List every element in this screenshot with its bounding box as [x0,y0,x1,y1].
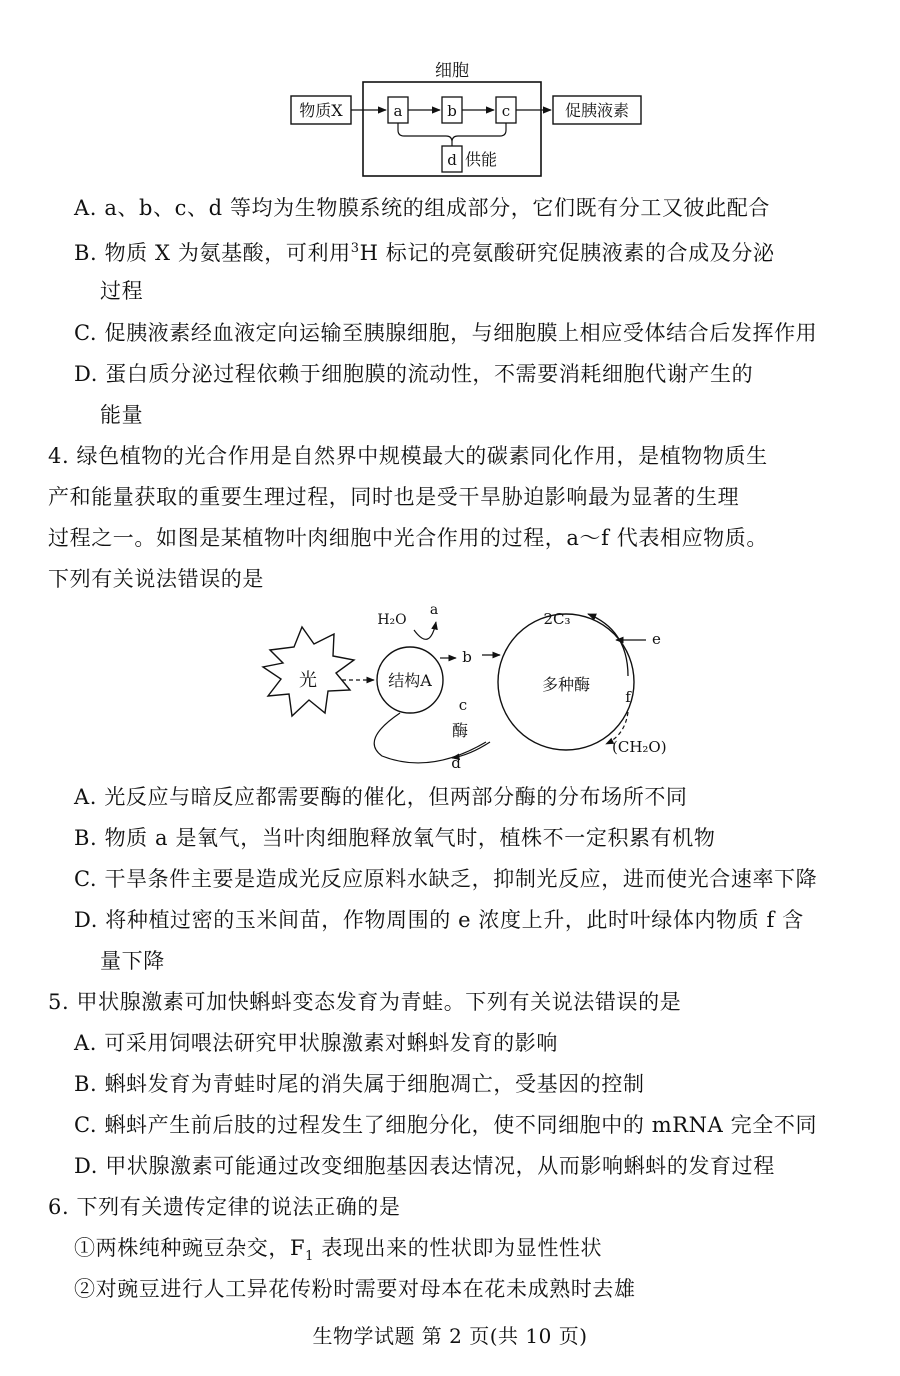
h2o-label: H₂O [377,612,407,628]
secretin-label: 促胰液素 [564,101,630,120]
q6-stem: 6. 下列有关遗传定律的说法正确的是 [48,1195,401,1219]
q4-stem-3: 过程之一。如图是某植物叶肉细胞中光合作用的过程，a～f 代表相应物质。 [48,526,768,550]
organelle-a-label: a [393,102,403,120]
q6-item-1-pre: ①两株纯种豌豆杂交，F [74,1236,306,1260]
enzymes-label: 多种酶 [541,675,591,694]
q4-option-d-cont: 量下降 [100,949,165,973]
q6-item-1 [74,1233,602,1272]
c3-label: 2C₃ [543,610,571,628]
enzyme-label: 酶 [451,721,469,740]
substance-b-label: b [462,648,472,666]
substance-e-label: e [652,630,661,648]
q4-option-b: B. 物质 a 是氧气，当叶肉细胞释放氧气时，植株不一定积累有机物 [74,826,716,850]
organelle-c-label: c [501,102,511,120]
substance-x-label: 物质X [299,101,343,120]
q3-option-b-cont: 过程 [100,279,144,303]
q3-option-d-cont: 能量 [100,403,144,427]
q6-item-2: ②对豌豆进行人工异花传粉时需要对母本在花未成熟时去雄 [74,1277,636,1301]
q4-option-c: C. 干旱条件主要是造成光反应原料水缺乏，抑制光反应，进而使光合速率下降 [74,867,818,891]
energy-supply-label: 供能 [465,150,498,169]
substance-d-label: d [451,754,461,772]
page-footer: 生物学试题 第 2 页(共 10 页) [312,1324,588,1348]
q6-item-1-post: 表现出来的性状即为显性性状 [314,1236,603,1260]
substance-c-label: c [458,696,468,714]
q5-option-d: D. 甲状腺激素可能通过改变细胞基因表达情况，从而影响蝌蚪的发育过程 [74,1154,775,1178]
q3-option-d: D. 蛋白质分泌过程依赖于细胞膜的流动性，不需要消耗细胞代谢产生的 [74,362,754,386]
q4-stem-1: 4. 绿色植物的光合作用是自然界中规模最大的碳素同化作用，是植物物质生 [48,444,768,468]
q4-option-a: A. 光反应与暗反应都需要酶的催化，但两部分酶的分布场所不同 [74,785,688,809]
structure-a-label: 结构A [388,671,432,690]
q5-option-b: B. 蝌蚪发育为青蛙时尾的消失属于细胞凋亡，受基因的控制 [74,1072,645,1096]
q3-option-b-pre: B. 物质 X 为氨基酸，可利用 [74,241,351,265]
q3-option-b-sup: 3 [350,241,360,256]
q5-option-a: A. 可采用饲喂法研究甲状腺激素对蝌蚪发育的影响 [74,1031,558,1055]
q6-item-1-sub: 1 [305,1249,315,1265]
substance-a-label: a [429,602,439,618]
organelle-b-label: b [447,102,457,120]
ch2o-label: (CH₂O) [612,738,667,756]
q4-stem-4: 下列有关说法错误的是 [48,567,264,591]
organelle-d-label: d [447,151,457,169]
cell-label: 细胞 [435,61,469,81]
q5-stem: 5. 甲状腺激素可加快蝌蚪变态发育为青蛙。下列有关说法错误的是 [48,990,682,1014]
q3-option-c: C. 促胰液素经血液定向运输至胰腺细胞，与细胞膜上相应受体结合后发挥作用 [74,321,818,345]
substance-f-label: f [625,688,631,706]
q4-stem-2: 产和能量获取的重要生理过程，同时也是受干旱胁迫影响最为显著的生理 [48,485,740,509]
q3-option-a: A. a、b、c、d 等均为生物膜系统的组成部分，它们既有分工又彼此配合 [74,196,770,220]
light-label: 光 [299,670,317,691]
q4-option-d: D. 将种植过密的玉米间苗，作物周围的 e 浓度上升，此时叶绿体内物质 f 含 [74,908,804,932]
q5-option-c: C. 蝌蚪产生前后肢的过程发生了细胞分化，使不同细胞中的 mRNA 完全不同 [74,1113,818,1137]
q3-option-b-post: H 标记的亮氨酸研究促胰液素的合成及分泌 [359,241,775,265]
